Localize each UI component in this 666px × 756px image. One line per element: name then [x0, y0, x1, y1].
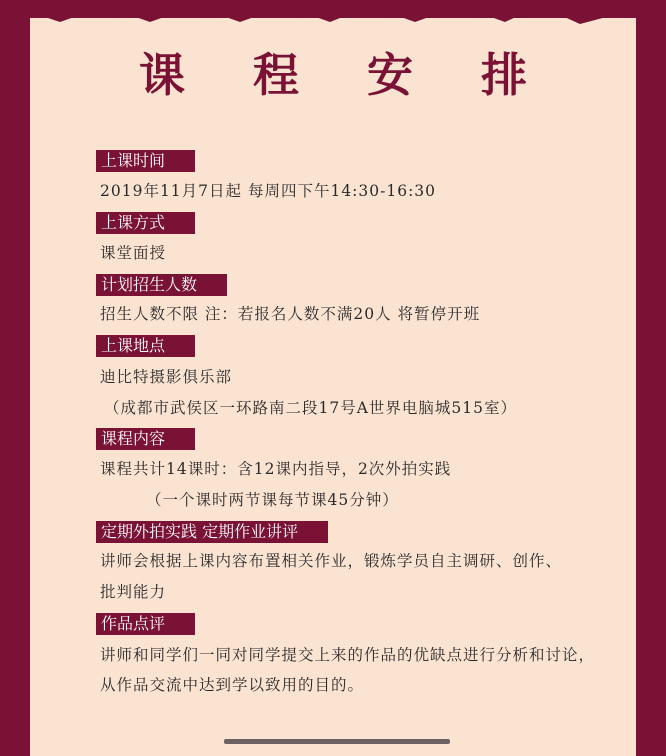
section-line: （成都市武侯区一环路南二段17号A世界电脑城515室） [104, 399, 518, 417]
section-line: 迪比特摄影俱乐部 [100, 368, 233, 386]
section-line: 课堂面授 [100, 244, 167, 262]
section-heading-enrollment: 计划招生人数 [96, 274, 227, 296]
section-heading-location: 上课地点 [96, 335, 195, 357]
section-line: 招生人数不限 注：若报名人数不满20人 将暂停开班 [100, 305, 481, 323]
section-line: 讲师会根据上课内容布置相关作业，锻炼学员自主调研、创作、 [100, 552, 563, 570]
decorative-zigzag-top [0, 0, 666, 40]
section-heading-content: 课程内容 [96, 428, 195, 450]
section-line: （一个课时两节课每节课45分钟） [146, 491, 399, 509]
section-line: 批判能力 [100, 583, 167, 601]
section-heading-time: 上课时间 [96, 150, 195, 172]
home-indicator-bar[interactable] [224, 739, 450, 744]
section-heading-practice: 定期外拍实践 定期作业讲评 [96, 521, 328, 543]
section-line: 从作品交流中达到学以致用的目的。 [100, 676, 365, 694]
section-heading-review: 作品点评 [96, 613, 195, 635]
section-line: 课程共计14课时：含12课内指导，2次外拍实践 [100, 460, 452, 478]
section-heading-method: 上课方式 [96, 212, 195, 234]
section-line: 讲师和同学们一同对同学提交上来的作品的优缺点进行分析和讨论， [100, 646, 596, 664]
page-title: 课 程 安 排 [138, 48, 554, 102]
section-line: 2019年11月7日起 每周四下午14:30-16:30 [100, 182, 437, 200]
